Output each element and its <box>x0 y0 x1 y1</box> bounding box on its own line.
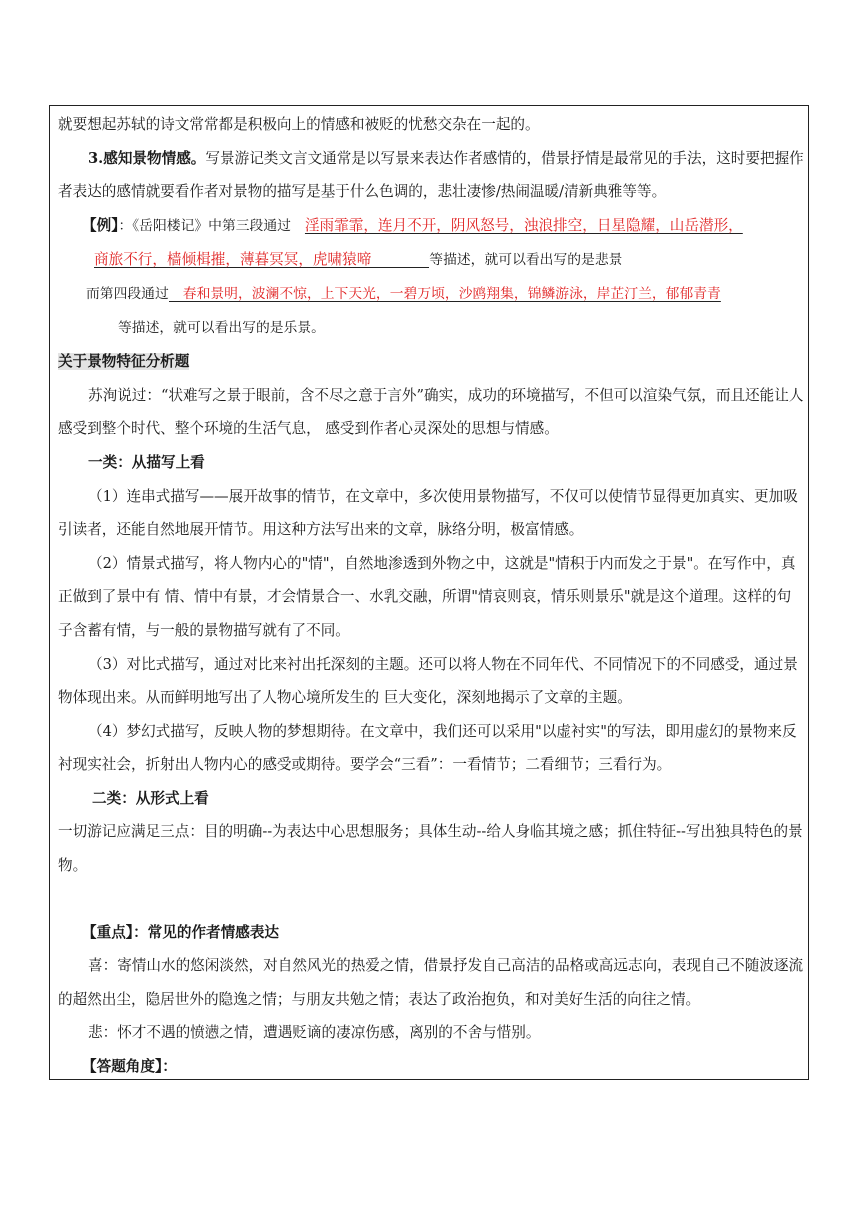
example-fourth-intro: 而第四段通过 <box>86 285 169 302</box>
example-intro: ：《岳阳楼记》中第三段通过 <box>118 217 291 234</box>
answer-blank <box>371 247 429 268</box>
paragraph-joy: 喜：寄情山水的悠闲淡然，对自然风光的热爱之情，借景抒发自己高洁的品格或高远志向，表现自己不随波逐流的超然出尘，隐居世外的隐逸之情；与朋友共勉之情；表达了政治抱负，和对美好生活的向往之情。 <box>58 957 804 1008</box>
key-text: ：常见的作者情感表达 <box>133 923 280 941</box>
example-sad-scene-part1: 淫雨霏霏，连月不开，阴风怒号，浊浪排空，日星隐耀，山岳潜形， <box>304 216 743 234</box>
example-happy-scene: 春和景明，波澜不惊，上下天光，一碧万顷，沙鸥翔集，锦鳞游泳，岸芷汀兰，郁郁青青 <box>182 285 721 302</box>
item-contrast-description: （3）对比式描写，通过对比来衬出托深刻的主题。还可以将人物在不同年代、不同情况下的不同感受，通过景物体现出来。从而鲜明地写出了人物心境所发生的 巨大变化，深刻地揭示了文章的主题。 <box>58 655 798 707</box>
example-line-3 <box>58 278 804 312</box>
paragraph-travel-notes: 一切游记应满足三点：目的明确--为表达中心思想服务；具体生动--给人身临其境之感；抓住特征--写出独具特色的景物。 <box>58 823 803 875</box>
category-form: 二类：从形式上看 <box>92 789 209 807</box>
key-label: 【重点】 <box>82 923 134 941</box>
example-sad-conclusion: 等描述，就可以看出写的是悲景 <box>429 252 623 269</box>
item-dream-description: （4）梦幻式描写，反映人物的梦想期待。在文章中，我们还可以采用"以虚衬实"的写法，即用虚幻的景物来反衬现实社会，折射出人物内心的感受或期待。要学会“三看”：一看情节；二看细节；三看行为。 <box>58 722 797 774</box>
section-title-row <box>58 345 804 379</box>
category-description: 一类：从描写上看 <box>88 453 205 471</box>
example-sad-scene-part2: 商旅不行，樯倾楫摧，薄暮冥冥，虎啸猿啼 <box>94 251 372 269</box>
key-heading <box>58 916 804 950</box>
paragraph-sorrow: 悲：怀才不遇的愤懑之情，遭遇贬谪的凄凉伤感，离别的不舍与惜别。 <box>88 1024 541 1042</box>
paragraph-su-shi: 就要想起苏轼的诗文常常都是积极向上的情感和被贬的忧愁交杂在一起的。 <box>58 116 540 133</box>
heading-scene-emotion: 3.感知景物情感。 <box>88 149 206 167</box>
example-label: 【例】 <box>82 216 119 234</box>
paragraph-su-xun: 苏洵说过：“状难写之景于眼前，含不尽之意于言外”确实，成功的环境描写，不但可以渲染气氛，而且还能让人感受到整个时代、整个环境的生活气息， 感受到作者心灵深处的思想与情感。 <box>58 386 804 438</box>
example-happy-conclusion: 等描述，就可以看出写的是乐景。 <box>118 319 325 336</box>
answer-blank-2 <box>169 281 183 302</box>
answer-angle-heading: 【答题角度】： <box>82 1058 177 1076</box>
item-scene-description: （2）情景式描写，将人物内心的"情"，自然地渗透到外物之中，这就是"情积于内而发之于景"。在写作中，真正做到了景中有 情、情中有景，才会情景合一、水乳交融，所谓"情哀则哀，情乐则景乐"就是这个道理。这样的句子含蓄有情，与一般的景物描写就有了不同。 <box>58 554 796 639</box>
section-title: 关于景物特征分析题 <box>58 353 190 371</box>
example-line-2 <box>58 243 804 278</box>
spacer <box>58 883 804 916</box>
paragraph-scene-emotion <box>58 142 804 209</box>
scene-emotion-text: 写景游记类文言文通常是以写景来表达作者感情的，借景抒情是最常见的手法，这时要把握作者表达的感情就要看作者对景物的描写是基于什么色调的，悲壮凄惨/热闹温暖/清新典雅等等。 <box>58 149 804 201</box>
example-line-1 <box>58 209 804 244</box>
document-body <box>58 108 804 1084</box>
item-serial-description: （1）连串式描写——展开故事的情节，在文章中，多次使用景物描写，不仅可以使情节显得更加真实、更加吸引读者，还能自然地展开情节。用这种方法写出来的文章，脉络分明，极富情感。 <box>58 487 798 539</box>
